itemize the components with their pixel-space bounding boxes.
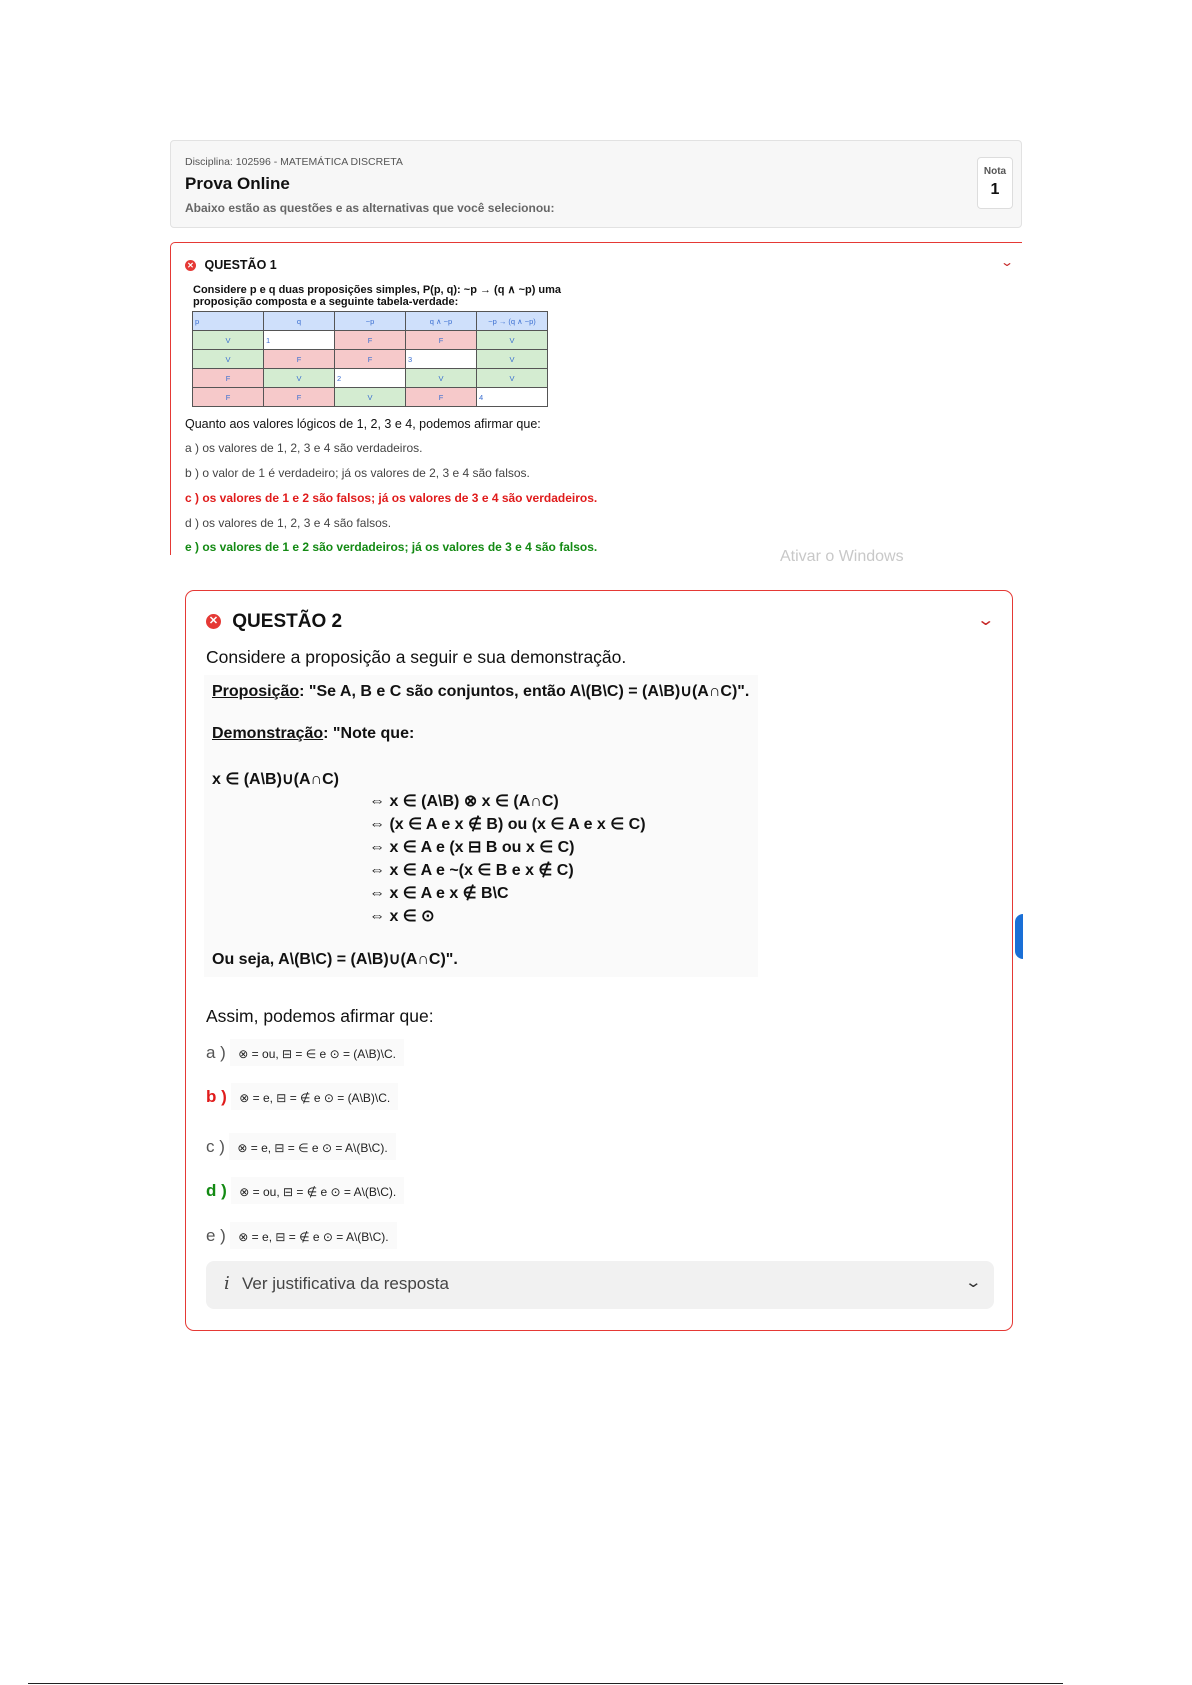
table-cell: F (335, 350, 406, 369)
question-1-header[interactable] (185, 258, 277, 272)
question-2-prompt: Assim, podemos afirmar que: (206, 1006, 434, 1026)
table-cell: 3 (406, 350, 477, 369)
table-header: ~p → (q ∧ ~p) (477, 312, 548, 331)
info-icon: i (224, 1273, 230, 1294)
discipline-label: Disciplina: 102596 - MATEMÁTICA DISCRETA (185, 156, 403, 168)
demonstration-image (204, 675, 758, 977)
demonstration-step: ⇔ x ∈ (A\B) ⊗ x ∈ (A∩C) (369, 793, 559, 810)
question-2-card (185, 590, 1013, 1331)
truth-table (192, 311, 548, 407)
demonstration-step: ⇔ x ∈ A e (x ⊟ B ou x ∈ C) (369, 839, 575, 856)
table-cell: V (477, 350, 548, 369)
table-header: q ∧ ~p (406, 312, 477, 331)
question-2-option-e (206, 1226, 397, 1246)
demonstration-text: : "Note que: (323, 725, 415, 742)
table-cell: F (193, 388, 264, 407)
table-cell: 4 (477, 388, 548, 407)
table-cell: V (264, 369, 335, 388)
demonstration-label: Demonstração (212, 725, 324, 742)
table-cell: 2 (335, 369, 406, 388)
option-text: ⊗ = e, ⊟ = ∉ e ⊙ = (A\B)\C. (231, 1083, 398, 1110)
table-header: ~p (335, 312, 406, 331)
question-2-header[interactable] (206, 611, 342, 633)
demonstration-step: ⇔ x ∈ ⊙ (369, 908, 435, 925)
demonstration-step: ⇔ x ∈ A e x ∉ B\C (369, 885, 509, 902)
question-1-option-c-selected: c ) os valores de 1 e 2 são falsos; já os valores de 3 e 4 são verdadeiros. (185, 491, 598, 505)
demonstration-start: x ∈ (A\B)∪(A∩C) (212, 771, 339, 788)
option-letter: b ) (206, 1087, 227, 1106)
view-justification-button[interactable] (206, 1261, 994, 1309)
question-1-prompt: Quanto aos valores lógicos de 1, 2, 3 e 4, podemos afirmar que: (185, 417, 541, 431)
question-2-option-b-selected (206, 1087, 398, 1107)
exam-header-card (170, 140, 1022, 228)
table-cell: V (193, 350, 264, 369)
question-1-title: QUESTÃO 1 (204, 258, 277, 272)
page-title: Prova Online (185, 174, 290, 193)
table-cell: F (335, 331, 406, 350)
chevron-down-icon: ⌄ (964, 1274, 983, 1291)
question-2-option-a (206, 1043, 404, 1063)
option-letter: c ) (206, 1137, 225, 1156)
table-cell: F (406, 388, 477, 407)
grade-value: 1 (990, 181, 1000, 198)
option-text: ⊗ = e, ⊟ = ∉ e ⊙ = A\(B\C). (230, 1222, 396, 1249)
table-header: p (193, 312, 264, 331)
chevron-down-icon[interactable]: ⌄ (975, 612, 995, 629)
view-justification-label: Ver justificativa da resposta (242, 1274, 449, 1293)
proposition-line (212, 681, 749, 701)
table-header: q (264, 312, 335, 331)
side-panel-tab[interactable] (1015, 914, 1023, 959)
demonstration-line (212, 725, 414, 743)
chevron-down-icon[interactable]: ⌄ (999, 255, 1015, 269)
question-1-option-a: a ) os valores de 1, 2, 3 e 4 são verdadeiros. (185, 441, 423, 455)
close-circle-icon: ✕ (185, 260, 196, 271)
option-letter: d ) (206, 1181, 227, 1200)
question-1-statement: Considere p e q duas proposições simples, P(p, q): ~p → (q ∧ ~p) uma proposição composta e a seguinte tabela-verdade: (193, 284, 562, 308)
windows-activation-watermark: Ativar o Windows (780, 548, 904, 565)
table-cell: V (477, 331, 548, 350)
table-cell: F (264, 350, 335, 369)
close-circle-icon: ✕ (206, 614, 221, 629)
grade-box (977, 157, 1013, 209)
question-1-option-d: d ) os valores de 1, 2, 3 e 4 são falsos. (185, 516, 392, 530)
table-cell: F (193, 369, 264, 388)
table-cell: V (193, 331, 264, 350)
footer-divider (28, 1683, 1063, 1684)
option-text: ⊗ = ou, ⊟ = ∉ e ⊙ = A\(B\C). (231, 1177, 404, 1204)
table-cell: V (406, 369, 477, 388)
question-2-option-d-correct (206, 1181, 404, 1201)
question-1-option-b: b ) o valor de 1 é verdadeiro; já os valores de 2, 3 e 4 são falsos. (185, 466, 530, 480)
demonstration-conclusion: Ou seja, A\(B\C) = (A\B)∪(A∩C)". (212, 951, 458, 968)
question-1-statement-image (188, 281, 616, 412)
page-subtitle: Abaixo estão as questões e as alternativas que você selecionou: (185, 201, 555, 215)
table-cell: 1 (264, 331, 335, 350)
question-2-option-c (206, 1137, 396, 1157)
table-cell: V (477, 369, 548, 388)
proposition-label: Proposição (212, 683, 300, 700)
question-2-title: QUESTÃO 2 (232, 611, 343, 632)
demonstration-step: ⇔ (x ∈ A e x ∉ B) ou (x ∈ A e x ∈ C) (369, 816, 646, 833)
option-text: ⊗ = e, ⊟ = ∈ e ⊙ = A\(B\C). (229, 1133, 395, 1160)
grade-label: Nota (983, 166, 1007, 177)
question-2-intro: Considere a proposição a seguir e sua demonstração. (206, 647, 627, 667)
proposition-text: : "Se A, B e C são conjuntos, então A\(B\C) = (A\B)∪(A∩C)". (299, 683, 750, 700)
question-1-option-e-correct: e ) os valores de 1 e 2 são verdadeiros; já os valores de 3 e 4 são falsos. (185, 540, 598, 554)
table-cell: F (264, 388, 335, 407)
table-cell: V (335, 388, 406, 407)
question-1-card (170, 242, 1022, 555)
option-letter: a ) (206, 1043, 226, 1062)
demonstration-step: ⇔ x ∈ A e ~(x ∈ B e x ∉ C) (369, 862, 574, 879)
table-cell: F (406, 331, 477, 350)
option-letter: e ) (206, 1226, 226, 1245)
option-text: ⊗ = ou, ⊟ = ∈ e ⊙ = (A\B)\C. (230, 1039, 404, 1066)
